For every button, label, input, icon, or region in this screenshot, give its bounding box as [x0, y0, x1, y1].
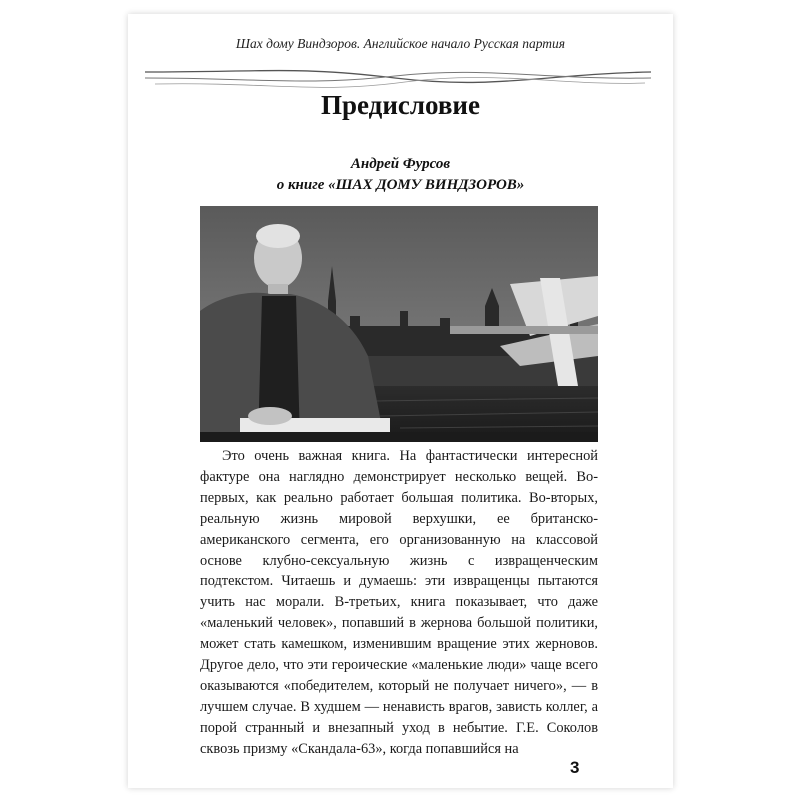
portrait-photo-icon	[200, 206, 598, 442]
page-number: 3	[570, 758, 580, 777]
author-photo	[200, 206, 598, 442]
byline-book-line	[128, 175, 673, 196]
book-page	[128, 14, 673, 788]
chapter-title: Предисловие	[321, 90, 480, 120]
byline-about: о книге	[276, 177, 329, 193]
body-paragraph: Это очень важная книга. На фантастически интересной фактуре она наглядно демонстрирует несколько вещей. Во-первых, как реально работает большая политика. Во-вторых, реальную жизнь мировой верхушки, ее британско-американского сегмента, его организованную на классовой основе клубно-сексуальную жизнь с извращенческим подтекстом. Читаешь и думаешь: эти извращенцы пытаются учить нас морали. В-третьих, книга показывает, что даже «маленький человек», попавший в жернова большой политики, может стать камешком, изменившим вращение этих жерновов. Другое дело, что эти героические «маленькие люди» чаще всего оказываются «победителем, который не получает ничего», — в лучшем случае. В худшем — ненависть врагов, зависть коллег, а порой странный и внезапный уход в небытие. Г.Е. Соколов сквозь призму «Скандала-63», когда попавшийся на	[200, 448, 598, 757]
byline-book-title: «ШАХ ДОМУ ВИНДЗОРОВ»	[328, 177, 525, 193]
byline-author: Андрей Фурсов	[350, 156, 451, 172]
byline	[128, 154, 673, 196]
running-head: Шах дому Виндзоров. Английское начало Русская партия	[235, 36, 566, 51]
